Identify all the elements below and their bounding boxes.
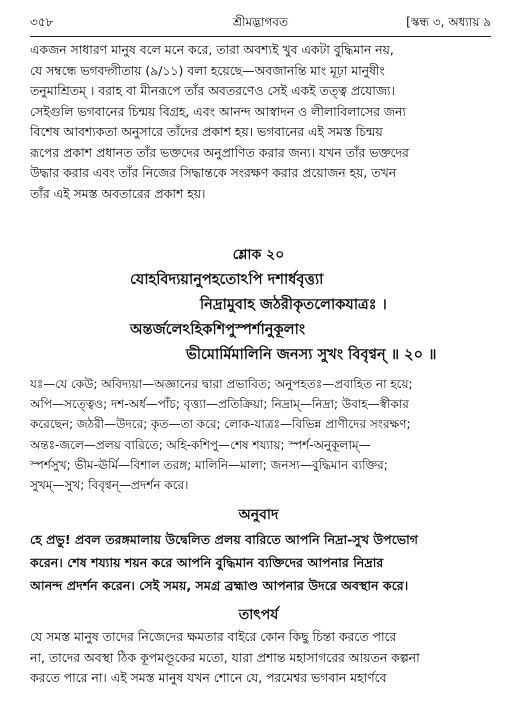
translation-line: হে প্রভু! প্রবল তরঙ্গমালায় উদ্বেলিত প্রলয় বারিতে আপনি নিদ্রা-সুখ উপভোগ <box>30 532 419 547</box>
header-rule <box>30 36 491 37</box>
intro-line: সেইগুলি ভগবানের চিন্ময় বিগ্রহ, এবং আনন্দ আস্বাদন ও লীলাবিলাসের জন্য <box>30 103 406 119</box>
translation-line: আনন্দ প্রদর্শন করেন। সেই সময়, সমগ্র ব্রহ্মাণ্ড আপনার উদরে অবস্থান করে। <box>30 578 409 593</box>
translation-heading: অনুবাদ <box>238 507 279 523</box>
intro-line: তনুমাশ্রিতম্ । বরাহ বা মীনরূপে তাঁর অবতরণেও সেই একই তত্ত্ব প্রযোজ্য। <box>30 83 395 98</box>
page-header <box>30 11 491 33</box>
synonym-line: যঃ—যে কেউ; অবিদ্যয়া—অজ্ঞানের দ্বারা প্রভাবিত; অনুপহতঃ—প্রবাহিত না হয়ে; <box>30 377 413 391</box>
synonym-line: সুখম্—সুখ; বিবৃণ্বন্—প্রদর্শন করে। <box>30 478 189 493</box>
purport-line: না, তাদের অবস্থা ঠিক কূপমণ্ডূকের মতো, যারা প্রশান্ত মহাসাগরের আয়তন কল্পনা <box>30 649 420 665</box>
translation-line: করেন। শেষ শয্যায় শয়ন করে আপনি বুদ্ধিমান ব্যক্তিদের আপনার নিদ্রার <box>30 555 384 570</box>
word-synonyms <box>30 374 493 495</box>
sanskrit-verse <box>130 267 497 367</box>
purport-heading: তাৎপর্য <box>238 607 279 623</box>
verse-line: ভীমোর্মিমালিনি জনস্য সুখং বিবৃণ্বন্ ॥ ২০ ॥ <box>186 346 437 363</box>
intro-line: যে সম্বন্ধে ভগবদ্গীতায় (৯/১১) বলা হয়েছে—অবজানন্তি মাং মূঢ়া মানুষীং <box>30 62 385 78</box>
book-title: শ্রীমদ্ভাগবত <box>232 15 288 29</box>
synonym-line: অন্তঃ-জলে—প্রলয় বারিতে; অহি-কশিপু—শেষ শয্যায়; স্পর্শ-অনুকূলাম্— <box>30 437 371 452</box>
intro-paragraph <box>30 40 493 204</box>
synonym-line: স্পর্শসুখ; ভীম-ঊর্মি—বিশাল তরঙ্গ; মালিনি—মালা; জনস্য—বুদ্ধিমান ব্যক্তির; <box>30 457 388 472</box>
verse-heading: শ্লোক ২০ <box>232 247 285 263</box>
synonym-line: করেছেন; জঠরী—উদরে; কৃত—তা করে; লোক-যাত্রঃ—বিভিন্ন প্রাণীদের সংরক্ষণ; <box>30 417 411 432</box>
section-label: [স্কন্ধ ৩, অধ্যায় ৯ <box>406 15 491 29</box>
intro-line: একজন সাধারণ মানুষ বলে মনে করে, তারা অবশ্যই খুব একটা বুদ্ধিমান নয়, <box>30 42 394 57</box>
intro-line: উদ্ধার করার এবং তাঁর নিজের সিদ্ধান্তকে সংরক্ষণ করার প্রয়োজন হয়, তখন <box>30 165 397 180</box>
synonym-line: অপি—সত্ত্বেও; দশ-অর্ধ—পাঁচ; বৃত্ত্যা—প্রতিক্রিয়া; নিদ্রাম্—নিদ্রা; উবাহ—স্বীকার <box>30 397 409 412</box>
verse-line: নিদ্রামুবাহ জঠরীকৃতলোকযাত্রঃ । <box>200 296 387 313</box>
intro-line: রূপের প্রকাশ প্রধানত তাঁর ভক্তদের অনুপ্রাণিত করার জন্য। যখন তাঁর ভক্তদের <box>30 144 409 160</box>
intro-line: বিশেষ আবশ্যকতা অনুসারে তাঁদের প্রকাশ হয়। ভগবানের এই সমস্ত চিন্ময় <box>30 124 383 139</box>
verse-line: যোহবিদ্যয়ানুপহতোঽপি দশার্ধবৃত্ত্যা <box>130 271 324 288</box>
verse-line: অন্তর্জলেঽহিকশিপুস্পর্শানুকূলাং <box>130 321 306 338</box>
purport-line: যে সমস্ত মানুষ তাদের নিজেদের ক্ষমতার বাইরে কোন কিছু চিন্তা করতে পারে <box>30 629 397 644</box>
purport-paragraph <box>30 627 493 689</box>
page-number: ৩৫৮ <box>30 15 54 29</box>
purport-line: করতে পারে না। এই সমস্ত মানুষ যখন শোনে যে, পরমেশ্বর ভগবান মহার্ণবে <box>30 670 387 685</box>
intro-line: তাঁর এই সমস্ত অবতারের প্রকাশ হয়। <box>30 185 206 201</box>
translation-text <box>30 528 493 597</box>
